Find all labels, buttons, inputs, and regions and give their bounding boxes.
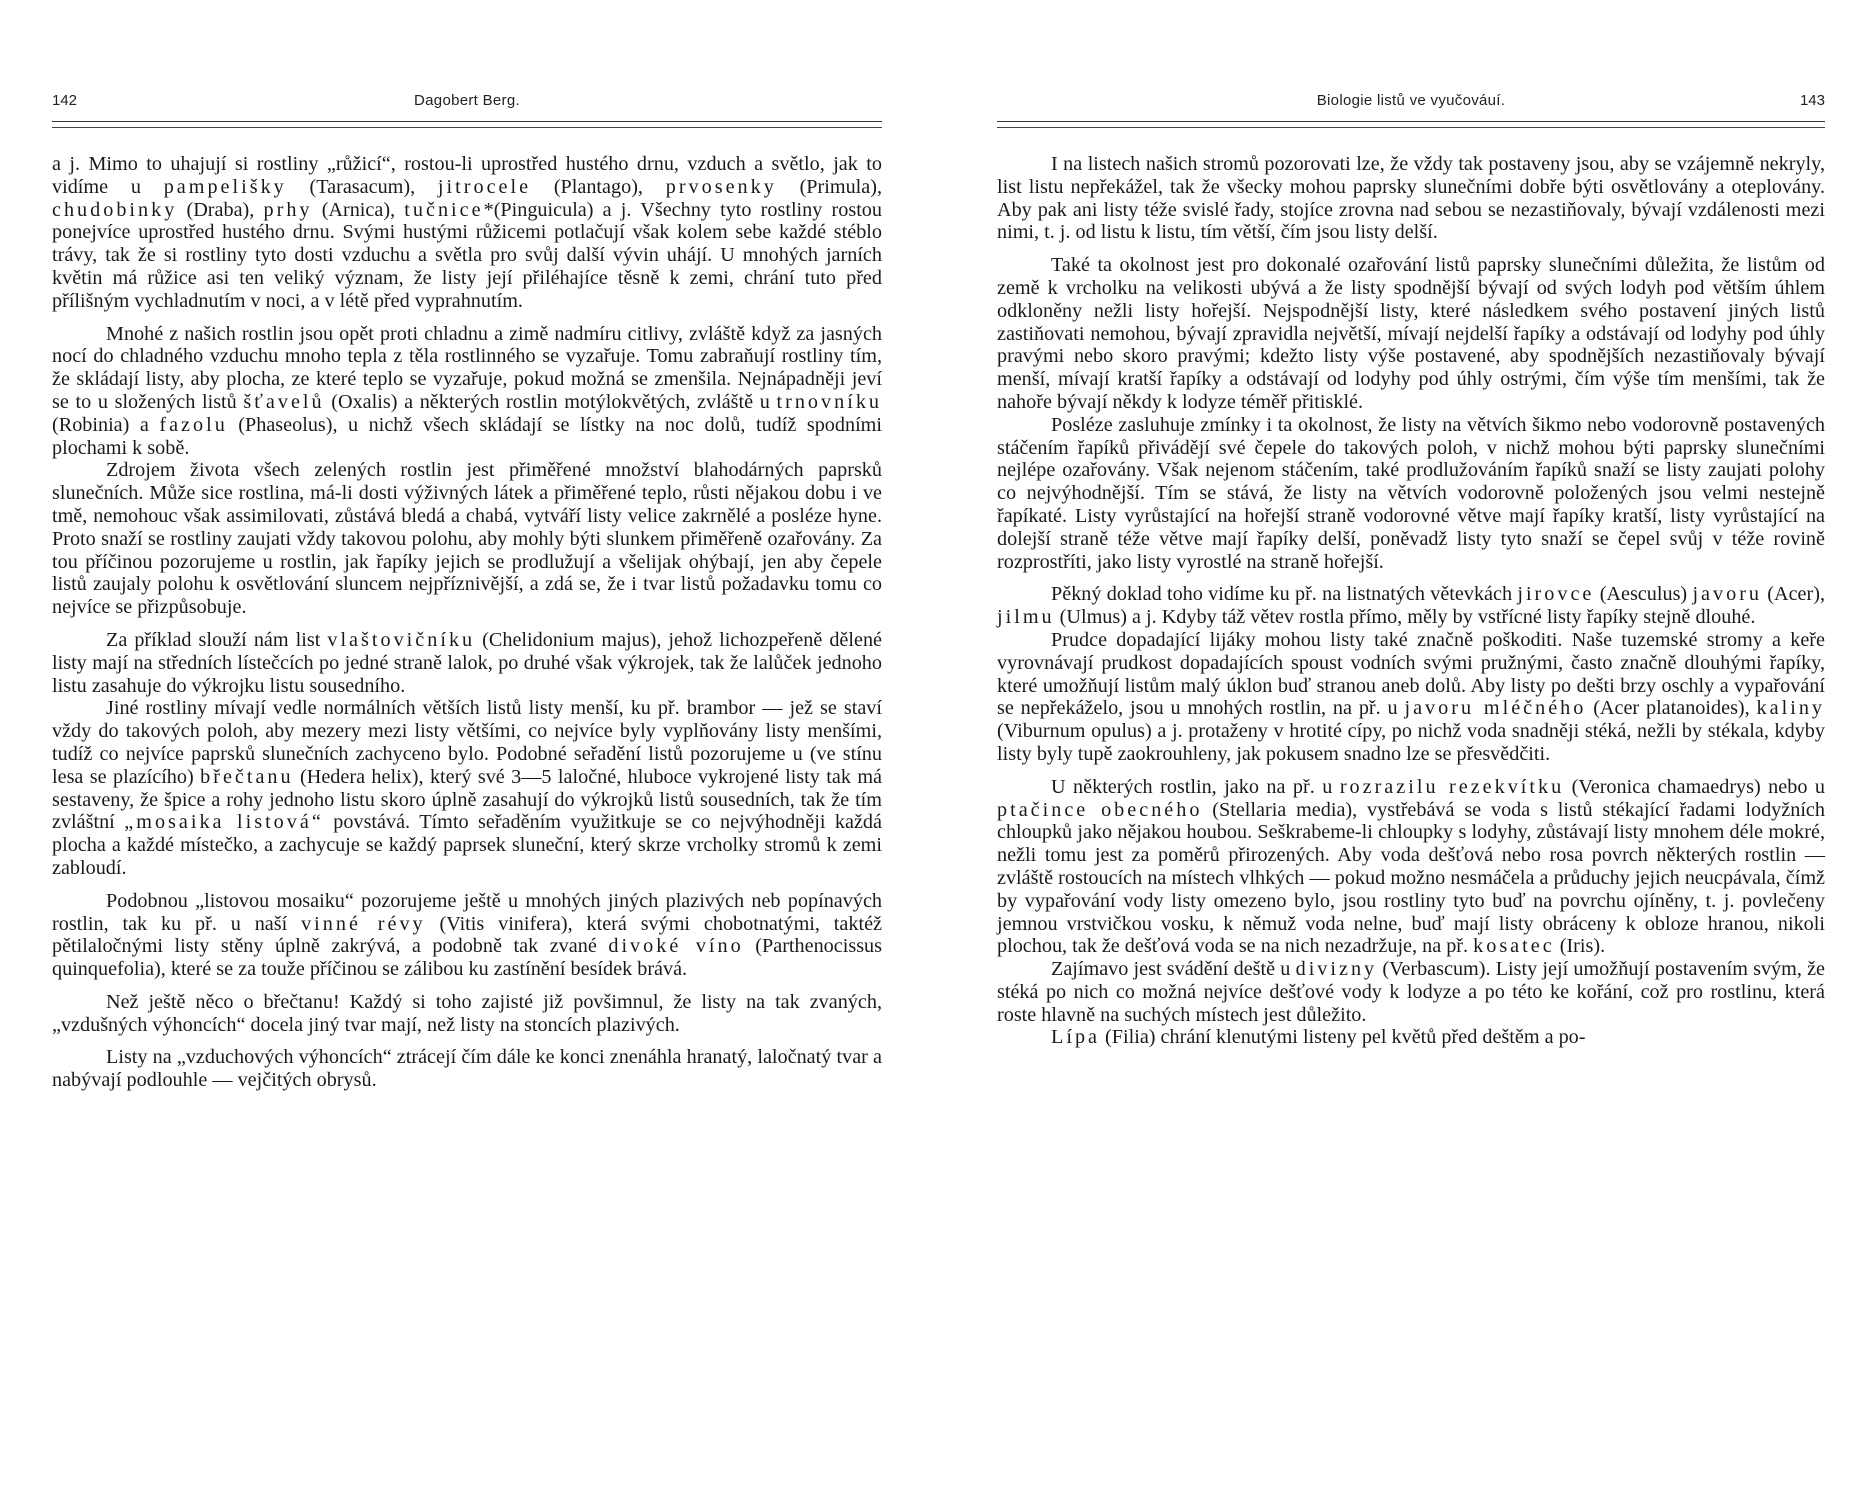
- emphasized-term: jilmu: [997, 606, 1055, 629]
- text-run: (Filia) chrání klenutými listeny pel květů před deštěm a po-: [1100, 1026, 1586, 1049]
- emphasized-term: divoké víno: [608, 935, 744, 958]
- emphasized-term: javoru mléčného: [1404, 697, 1587, 720]
- paragraph: [52, 991, 882, 1037]
- emphasized-term: prhy: [263, 198, 313, 221]
- text-run: Posléze zasluhuje zmínky i ta okolnost, že listy na větvích šikmo nebo vodorovně postavených stáčením řapíků přivádějí své čepele do takových poloh, v nichž mohou býti paprsky slunečními nejlépe ozařovány. Však nejenom stáčením, také prodlužováním řapíků snaží se listy zaujati polohy co nejvýhodnější. Tím se stává, že listy na větvích vodorovně položených jsou velmi nestejně řapíkaté. Listy vyrůstající na hořejší straně vodorovné větve mají řapíky kratší, listy vyrůstající na dolejší straně téže větve mají řapíky delší, poněvadž listy tyto snaží se čepel svůj v téže rovině rozprostříti, jako listy vyrostlé na straně hořejší.: [997, 413, 1825, 573]
- paragraph: [997, 583, 1825, 629]
- emphasized-term: prvosenky: [665, 175, 777, 198]
- left-running-header: [52, 92, 882, 118]
- text-run: (Arnica),: [312, 198, 405, 221]
- text-run: (Draba),: [177, 198, 264, 221]
- text-run: (Acer platanoides),: [1586, 697, 1757, 720]
- emphasized-term: javoru: [1692, 583, 1763, 606]
- paragraph: [997, 1026, 1825, 1049]
- text-run: (Ulmus) a j. Kdyby táž větev rostla přímo, měly by vstřícné listy řapíky stejně dlouhé.: [1054, 606, 1756, 629]
- text-run: Také ta okolnost jest pro dokonalé ozařování listů paprsky slunečními důležita, že listům od země k vrcholku na velikosti ubývá a že listy spodnější bývají od svých lodyh pod větším úhlem odkloněny nežli listy hořejší. Nejspodnější listy, které následkem svého postavení jiných listů zastiňovati nemohou, bývají zpravidla největší, mívají nejdelší řapíky a odstávají od lodyhy pod úhly pravými nebo skoro pravými; kdežto listy výše postavené, aby spodnějších nezastiňovaly bývají menší, mívají kratší řapíky a odstávají od lodyhy pod úhly ostrými, čím výše tím menšími, tak že nahoře bývají někdy k lodyze téměř přitisklé.: [997, 254, 1825, 413]
- emphasized-term: divizny: [1295, 958, 1378, 981]
- text-run: (Stellaria media), vystřebává se voda s listů stékající řadami lodyžních chloupků jako nějakou houbou. Seškrabeme-li chloupky s lodyhy, zůstávají listy mnohem déle mokré, nežli tomu jest za poměrů přirozených. Aby voda dešťová nebo rosa povrch některých rostlin — zvláště rostoucích na místech vlhkých — pokud možno nesmáčela a průduchy jejich neucpávala, čímž by vypařování vody listy omezeno bylo, jsou rostliny tyto buď na povrchu ojíněny, t. j. povlečeny jemnou vrstvičkou vosku, k němuž voda nelne, buď mají listy obráceny k obloze hranou, nikoli plochou, tak že dešťová voda se na nich nezadržuje, na př.: [997, 798, 1825, 958]
- left-page-body: [52, 153, 882, 1092]
- text-run: Prudce dopadající lijáky mohou listy také značně poškoditi. Naše tuzemské stromy a keře vyrovnávají prudkost dopadajících spoust vodních svými pružnými, často značně dlouhými řapíky, které umožňují listům malý úklon buď stranou aneb dolů. Aby listy po dešti brzy oschly a vypařování se nepřekáželo, jsou u mnohých rostlin, na př. u: [997, 628, 1825, 720]
- paragraph: [997, 776, 1825, 958]
- emphasized-term: chudobinky: [52, 198, 178, 221]
- left-page-number: 142: [52, 92, 78, 109]
- text-run: Zajímavo jest svádění deště u: [1051, 958, 1296, 981]
- text-run: I na listech našich stromů pozorovati lze, že vždy tak postaveny jsou, aby se vzájemně nekryly, list listu nepřekážel, tak že všecky mohou paprsky slunečními dobře býti osvětlovány a oteplovány. Aby pak ani listy téže svislé řady, stojíce zrovna nad sebou se nezastiňovaly, bývají vzdálenosti mezi nimi, t. j. od listu k listu, tím větší, čím jsou listy delší.: [997, 153, 1825, 244]
- paragraph: [52, 629, 882, 697]
- text-run: (Primula),: [776, 175, 883, 198]
- emphasized-term: rozrazilu rezekvítku: [1339, 775, 1565, 798]
- emphasized-term: tučnice: [404, 198, 484, 221]
- text-run: (Acer),: [1762, 583, 1826, 606]
- text-run: (Oxalis) a některých rostlin motýlokvětých, zvláště u: [324, 390, 777, 413]
- text-run: Podobnou „listovou mosaiku“ pozorujeme ještě u mnohých jiných plazivých neb popínavých rostlin, tak ku př. u naší: [52, 889, 882, 935]
- paragraph: [997, 254, 1825, 414]
- paragraph: [997, 629, 1825, 766]
- left-running-head: Dagobert Berg.: [414, 92, 520, 109]
- left-header-rule: [52, 121, 882, 128]
- paragraph: [52, 153, 882, 313]
- text-run: (Vitis vinifera), která svými chobotnatými, taktéž pětilaločnými listy stěny úplně zakrývá, a podobně tak zvané: [52, 912, 882, 958]
- text-run: Než ještě něco o břečtanu! Každý si toho zajisté již povšimnul, že listy na tak zvaných, „vzdušných výhoncích“ docela jiný tvar mají, než listy na stoncích plazivých.: [52, 990, 882, 1036]
- emphasized-term: ptačince obecného: [997, 798, 1203, 821]
- text-run: Jiné rostliny mívají vedle normálních větších listů listy menší, ku př. brambor — jež se staví vždy do takových poloh, aby mezery mezi listy většími, co nejvíce byly vyplňovány listy menšími, tudíž co nejvíce paprsků slunečních zachyceno bylo. Podobné seřadění listů pozorujeme u (ve stínu lesa se plazícího): [52, 697, 882, 788]
- paragraph: [52, 890, 882, 981]
- text-run: Listy na „vzduchových výhoncích“ ztrácejí čím dále ke konci znenáhla hranatý, laločnatý tvar a nabývají podlouhle — vejčitých obrysů.: [52, 1046, 882, 1092]
- emphasized-term: šťavelů: [243, 390, 325, 413]
- text-run: (Veronica chamaedrys) nebo u: [1564, 775, 1825, 798]
- paragraph: [997, 958, 1825, 1026]
- text-run: *(Pinguicula) a j. Všechny tyto rostliny rostou ponejvíce uprostřed hustého drnu. Svými hustými růžicemi potlačují však kolem sebe každé stéblo trávy, tak že si rostliny tyto dosti vzduchu a světla pro svůj další vývin uhájí. U mnohých jarních květin má růžice asi ten veliký význam, že listy její přiléhajíce těsně k zemi, chrání tuto před přílišným vychladnutím v noci, a v létě před vyprahnutím.: [52, 198, 882, 312]
- text-run: Za příklad slouží nám list: [106, 628, 328, 651]
- right-header-rule: [997, 121, 1825, 128]
- text-run: (Robinia) a: [52, 413, 160, 436]
- text-run: (Viburnum opulus) a j. protaženy v hrotité cípy, po nichž voda snadněji stéká, nežli by stékala, kdyby listy byly tupě zaokrouhleny, jak pokusem snadno lze se přesvědčiti.: [997, 720, 1825, 765]
- right-page-number: 143: [1799, 92, 1825, 109]
- right-running-head: Biologie listů ve vyučováuí.: [1316, 92, 1506, 109]
- paragraph: [997, 153, 1825, 244]
- text-run: (Chelidonium majus), jehož lichozpeřeně dělené listy mají na středních lístečcích po jedné straně lalok, po druhé však výkrojek, tak že lalůček jednoho listu zasahuje do výkrojku listu sousedního.: [52, 628, 882, 697]
- emphasized-term: jitrocele: [437, 175, 532, 198]
- emphasized-term: Lípa: [1051, 1026, 1100, 1049]
- text-run: (Iris).: [1554, 935, 1606, 958]
- text-run: (Hedera helix), který své 3—5 laločné, hluboce vykrojené listy tak má sestaveny, že špice a rohy jednoho listu skoro úplně zasahují do výkrojků listů sousedních, tak že tím zvláštní: [52, 765, 882, 834]
- emphasized-term: vlaštovičníku: [327, 628, 476, 651]
- text-run: Zdrojem života všech zelených rostlin jest přiměřené množství blahodárných paprsků slunečních. Může sice rostlina, má-li dosti výživných látek a přiměřené teplo, růsti nějakou dobu i ve tmě, nemohouc však assimilovati, zůstává bledá a chabá, vytváří listy velice zakrnělé a posléze hyne. Proto snaží se rostliny zaujati vždy takovou polohu, aby mohly býti slunkem přiměřeně ozařovány. Za tou příčinou pozorujeme u rostlin, jak řapíky jejich se prodlužují a všelijak ohýbají, jen aby čepele listů zaujaly polohu k osvětlování sluncem nejpříznivější, a zdá se, že i tvar listů požadavku tomu co nejvíce se přizpůsobuje.: [52, 459, 882, 619]
- right-running-header: [997, 92, 1825, 118]
- right-page: [931, 0, 1862, 1500]
- text-run: (Tarasacum),: [286, 175, 438, 198]
- paragraph: [52, 1046, 882, 1092]
- emphasized-term: trnovníku: [776, 390, 883, 413]
- emphasized-term: kosatec: [1473, 935, 1555, 958]
- emphasized-term: vinné révy: [301, 912, 426, 935]
- text-run: a j. Mimo to uhajují si rostliny „růžicí“, rostou-li uprostřed hustého drnu, vzduch a světlo, jak to vidíme u: [52, 153, 882, 198]
- paragraph: [52, 323, 882, 460]
- text-run: U některých rostlin, jako na př. u: [1051, 775, 1340, 798]
- emphasized-term: fazolu: [159, 413, 228, 436]
- text-run: povstává. Tímto seřaděním využitkuje se co nejvýhodněji každá plocha a každé místečko, a zachycuje se každý paprsek sluneční, který skrze vrcholky stromů k zemi zabloudí.: [52, 811, 882, 879]
- text-run: (Aesculus): [1594, 583, 1693, 606]
- paragraph: [52, 459, 882, 619]
- text-run: (Plantago),: [531, 175, 666, 198]
- text-run: Pěkný doklad toho vidíme ku př. na listnatých větevkách: [1051, 583, 1518, 606]
- emphasized-term: břečtanu: [200, 765, 294, 788]
- emphasized-term: pampelišky: [163, 175, 287, 198]
- text-run: (Parthenocissus quinquefolia), které se za touže příčinou se zálibou ku zastínění besídek brává.: [52, 935, 882, 981]
- emphasized-term: jirovce: [1517, 583, 1595, 606]
- paragraph: [52, 697, 882, 879]
- emphasized-term: kaliny: [1756, 697, 1826, 720]
- text-run: (Phaseolus), u nichž všech skládají se lístky na noc dolů, tudíž spodními plochami k sobě.: [52, 413, 882, 459]
- text-run: (Verbascum). Listy její umožňují postavením svým, že stéká po nich co možná nejvíce dešťové vody k lodyze a po této ke kořání, což pro rostlinu, která roste hlavně na suchých místech jest důležito.: [997, 958, 1825, 1026]
- paragraph: [997, 414, 1825, 574]
- right-page-body: [997, 153, 1825, 1049]
- text-run: Mnohé z našich rostlin jsou opět proti chladnu a zimě nadmíru citlivy, zvláště když za jasných nocí do chladného vzduchu mnoho tepla z těla rostlinného se vyzařuje. Tomu zabraňují rostliny tím, že skládají listy, aby plocha, ze které teplo se vyzařuje, pokud možná se zmenšila. Nejnápadněji jeví se to u složených listů: [52, 322, 882, 413]
- emphasized-term: „mosaika listová“: [124, 811, 324, 834]
